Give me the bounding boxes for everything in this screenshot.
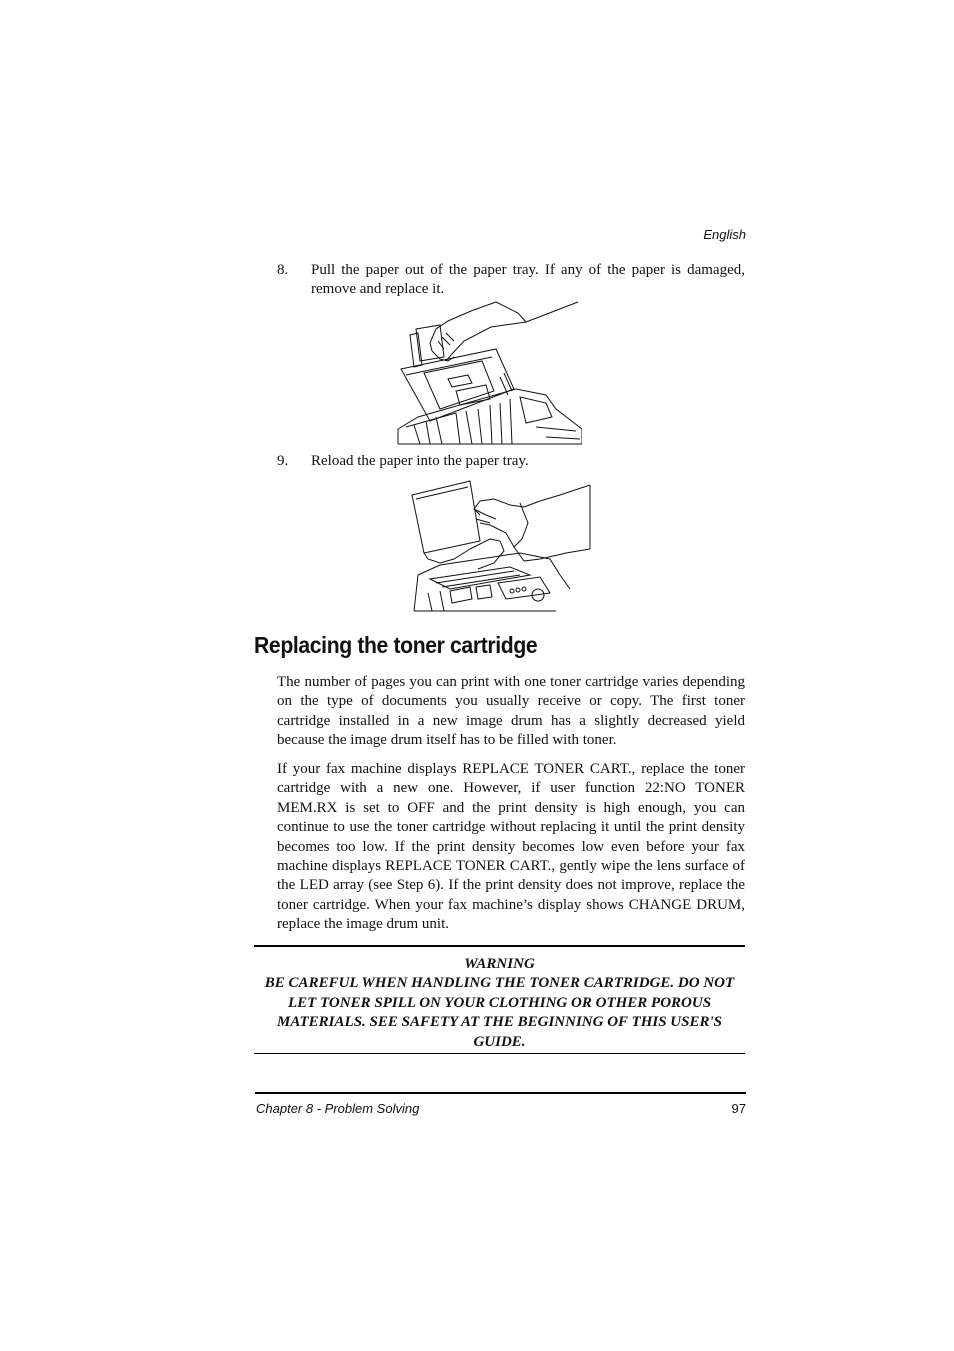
- warning-bottom-rule: [254, 1053, 745, 1054]
- footer-chapter: Chapter 8 - Problem Solving: [256, 1101, 420, 1116]
- section-title: Replacing the toner cartridge: [254, 632, 538, 658]
- step-text: Pull the paper out of the paper tray. If any of the paper is damaged, remove and replace it.: [311, 262, 745, 298]
- warning-top-rule: [254, 945, 745, 947]
- warning-box: [254, 955, 745, 1052]
- warning-title: WARNING: [464, 956, 535, 972]
- footer-page-number: 97: [731, 1101, 746, 1116]
- step-number: 8.: [277, 262, 289, 278]
- step-text: Reload the paper into the paper tray.: [311, 453, 529, 469]
- step-number: 9.: [277, 453, 289, 469]
- reload-paper-illustration: [410, 479, 592, 612]
- step-9: [277, 452, 745, 472]
- language-label: English: [703, 227, 746, 242]
- step-8: [277, 261, 745, 301]
- footer-rule: [255, 1092, 746, 1094]
- body-paragraph: The number of pages you can print with one toner cartridge varies depending on the type of documents you usually receive or copy. The first toner cartridge installed in a new image drum has a slightly decreased yield because the image drum itself has to be filled with toner.: [277, 674, 745, 749]
- warning-text: BE CAREFUL WHEN HANDLING THE TONER CARTRIDGE. DO NOT LET TONER SPILL ON YOUR CLOTHING OR OTHER POROUS MATERIALS. SEE SAFETY AT THE BEGINNING OF THIS USER'S GUIDE.: [264, 975, 735, 1050]
- pull-paper-illustration: [396, 299, 582, 445]
- body-paragraph: If your fax machine displays REPLACE TONER CART., replace the toner cartridge with a new one. However, if user function 22:NO TONER MEM.RX is set to OFF and the print density is high enough, you can continue to use the toner cartridge without replacing it until the print density becomes too low. If the print density becomes low even before your fax machine displays REPLACE TONER CART., gently wipe the lens surface of the LED array (see Step 6). If the print density does not improve, replace the toner cartridge. When your fax machine’s display shows CHANGE DRUM, replace the image drum unit.: [277, 761, 745, 933]
